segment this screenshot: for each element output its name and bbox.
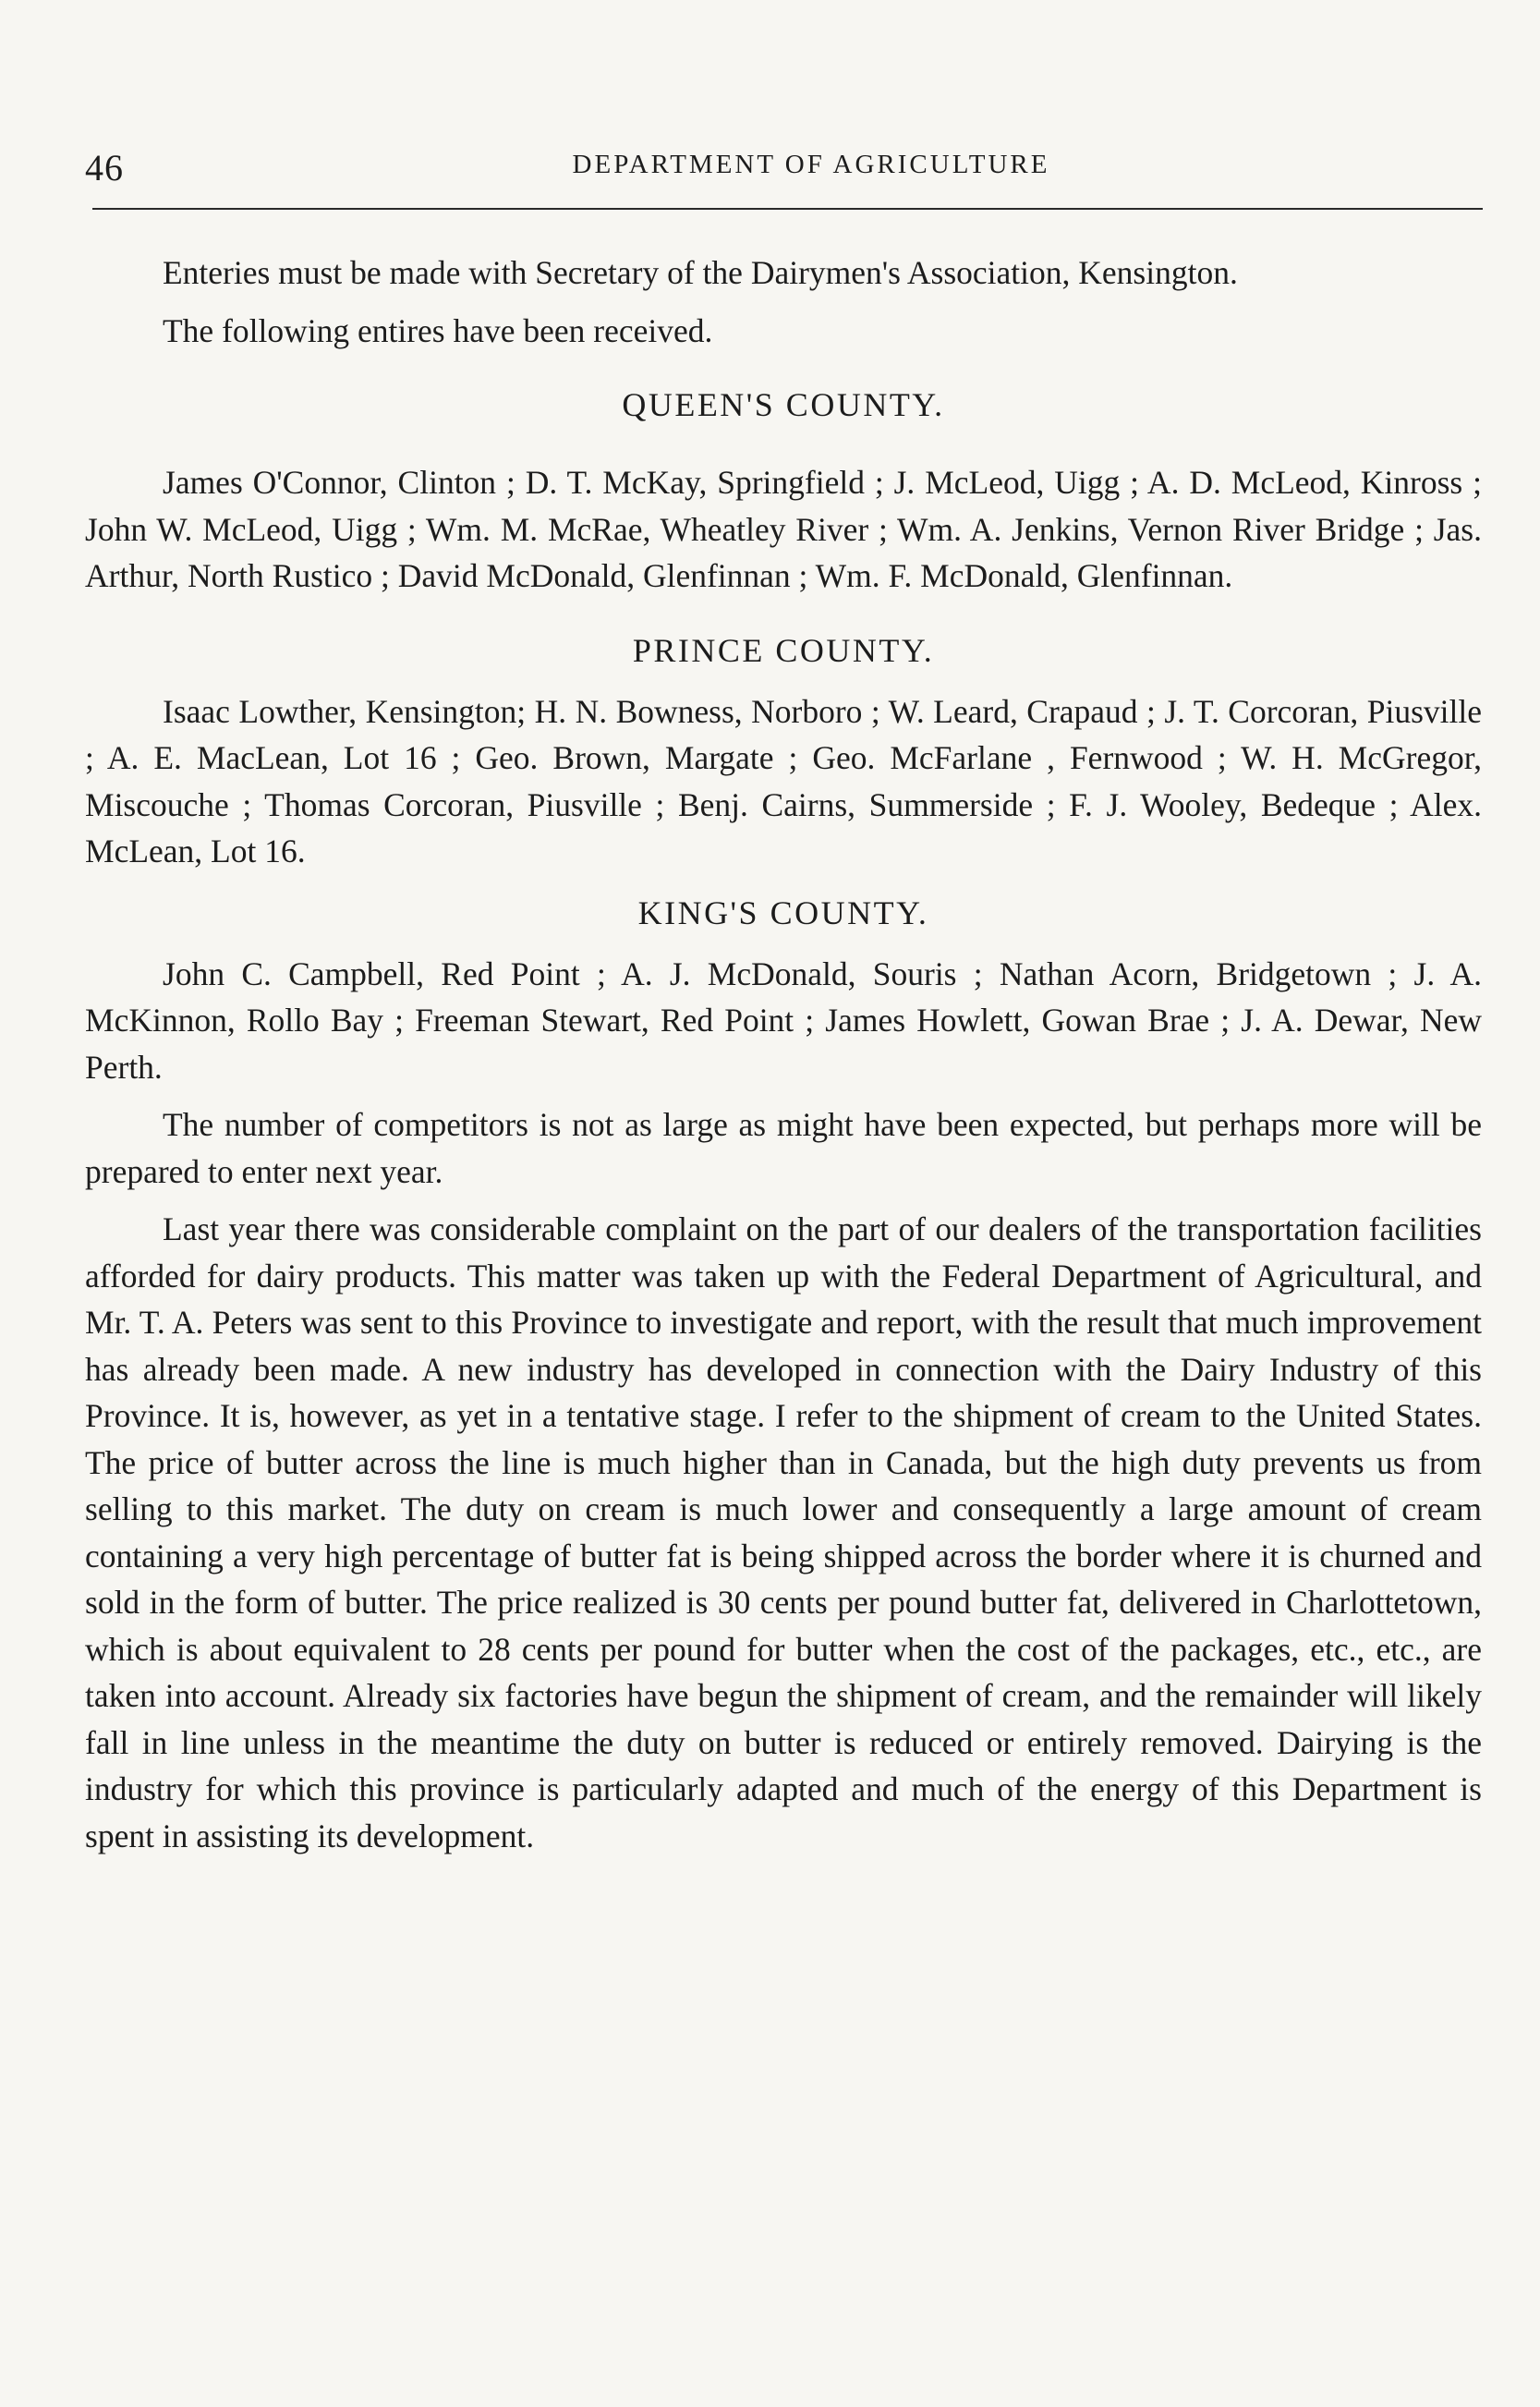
page-number: 46 (85, 147, 124, 188)
received-note: The following entires have been received. (163, 311, 713, 349)
competitors-note: The number of competitors is not as large as might have been expected, but perhaps more will be prepared to enter next year. (85, 1106, 1482, 1190)
county-entrants-queens: James O'Connor, Clinton ; D. T. McKay, Springfield ; J. McLeod, Uigg ; A. D. McLeod, Kinross ; John W. McLeod, Uigg ; Wm. M. McRae, Wheatley River ; Wm. A. Jenkins, Vernon River Bridge ; Jas. Arthur, North Rustico ; David McDonald, Glenfinnan ; Wm. F. McDonald, Glenfinnan. (85, 464, 1482, 594)
page-body (85, 249, 1482, 1859)
header-rule (92, 208, 1483, 210)
page-header (85, 139, 1482, 194)
entries-note: Enteries must be made with Secretary of the Dairymen's Association, Kensington. (163, 254, 1238, 291)
county-heading-kings: KING'S COUNTY. (637, 894, 929, 931)
county-heading-queens: QUEEN'S COUNTY. (622, 386, 945, 423)
county-entrants-prince: Isaac Lowther, Kensington; H. N. Bowness, Norboro ; W. Leard, Crapaud ; J. T. Corcoran, Piusville ; A. E. MacLean, Lot 16 ; Geo. Brown, Margate ; Geo. McFarlane , Fernwood ; W. H. McGregor, Miscouche ; Thomas Corcoran, Piusville ; Benj. Cairns, Summerside ; F. J. Wooley, Bedeque ; Alex. McLean, Lot 16. (85, 692, 1482, 869)
county-heading-prince: PRINCE COUNTY. (632, 631, 935, 669)
running-head: DEPARTMENT OF AGRICULTURE (572, 150, 1050, 179)
transport-paragraph: Last year there was considerable complaint on the part of our dealers of the transportation facilities afforded for dairy products. This matter was taken up with the Federal Department of Agricultural, and Mr. T. A. Peters was sent to this Province to investigate and report, with the result that much improvement has already been made. A new industry has developed in connection with the Dairy Industry of this Province. It is, however, as yet in a tentative stage. I refer to the shipment of cream to the United States. The price of butter across the line is much higher than in Canada, but the high duty prevents us from selling to this market. The duty on cream is much lower and consequently a large amount of cream containing a very high percentage of butter fat is being shipped across the border where it is churned and sold in the form of butter. The price realized is 30 cents per pound butter fat, delivered in Charlottetown, which is about equivalent to 28 cents per pound for butter when the cost of the packages, etc., etc., are taken into account. Already six factories have begun the shipment of cream, and the remainder will likely fall in line unless in the meantime the duty on butter is reduced or entirely removed. Dairying is the industry for which this province is particularly adapted and much of the energy of this Department is spent in assisting its development. (85, 1210, 1482, 1854)
county-entrants-kings: John C. Campbell, Red Point ; A. J. McDonald, Souris ; Nathan Acorn, Bridgetown ; J. A. McKinnon, Rollo Bay ; Freeman Stewart, Red Point ; James Howlett, Gowan Brae ; J. A. Dewar, New Perth. (85, 954, 1482, 1086)
